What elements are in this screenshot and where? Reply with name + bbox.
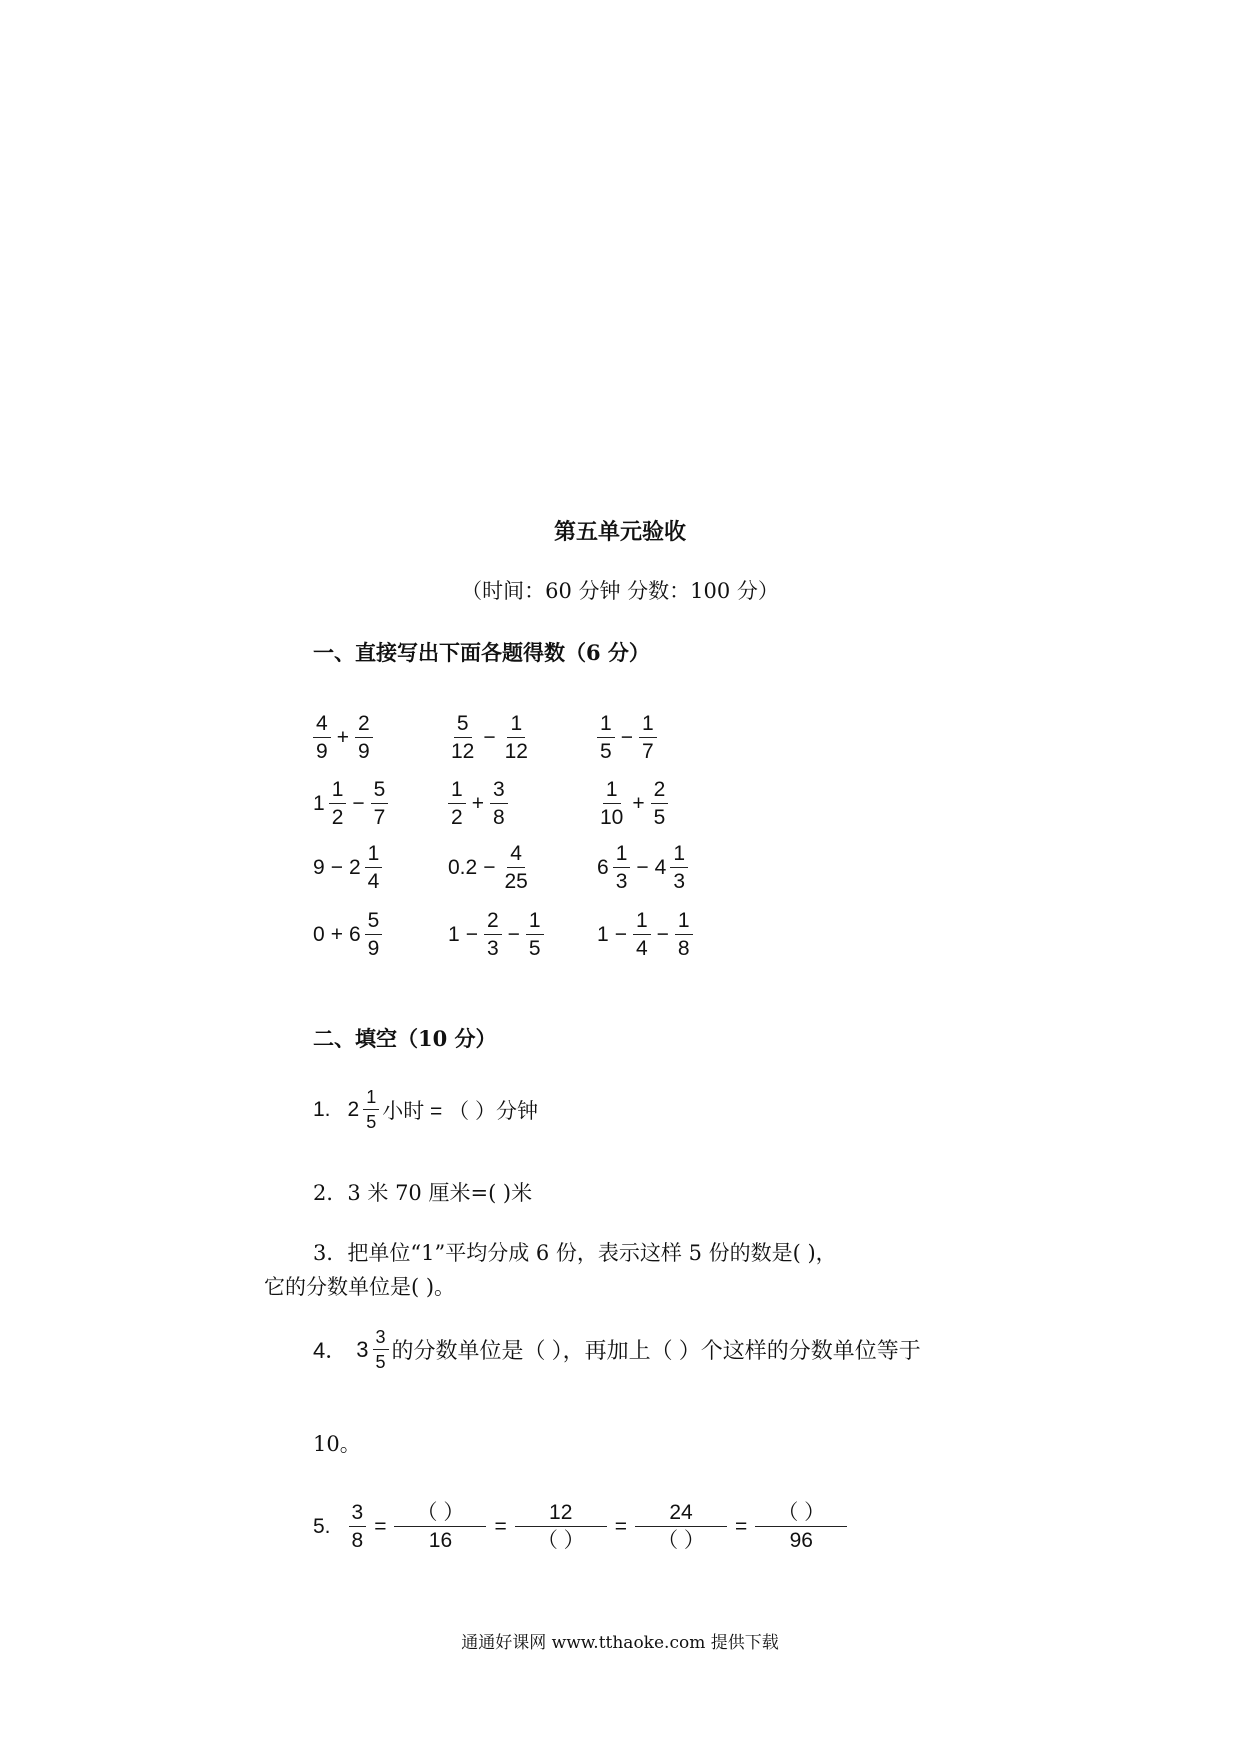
denominator: 96 [789, 1529, 813, 1552]
fraction [355, 713, 373, 762]
fraction [363, 1088, 379, 1131]
equals-sign: = [735, 1514, 748, 1538]
denominator: 5 [528, 937, 541, 960]
numerator: 12 [515, 1502, 607, 1527]
question-text: 小时 = （ ）分钟 [382, 1099, 538, 1123]
denominator: 10 [600, 806, 624, 829]
fraction [502, 713, 531, 762]
mixed-whole: 2 [348, 855, 361, 879]
calculation-problem [597, 779, 668, 828]
question-2: 2．3 米 70 厘米=( )米 [313, 1181, 533, 1205]
denominator: 4 [367, 870, 380, 893]
operator: − [620, 725, 633, 749]
fraction [501, 843, 530, 892]
numerator: 1 [633, 910, 651, 935]
fraction [635, 1502, 727, 1551]
numerator: 2 [484, 910, 502, 935]
calculation-problem [597, 713, 657, 762]
numerator: 1 [597, 713, 615, 738]
operator: + [336, 725, 349, 749]
numerator: 2 [651, 779, 669, 804]
fraction [597, 713, 615, 762]
calculation-problem [313, 713, 373, 762]
fraction [613, 843, 631, 892]
mixed-whole: 4 [654, 855, 667, 879]
numerator: 3 [373, 1328, 389, 1350]
fraction [639, 713, 657, 762]
numerator: 3 [349, 1502, 367, 1527]
denominator: 25 [504, 870, 528, 893]
question-4 [313, 1328, 921, 1371]
numerator-blank: （ ） [394, 1502, 486, 1527]
number: 1 [448, 922, 460, 946]
fraction [526, 910, 544, 959]
numerator: 4 [507, 843, 525, 868]
numerator: 1 [448, 779, 466, 804]
operator: − [483, 725, 496, 749]
fraction [371, 779, 389, 828]
fraction [675, 910, 693, 959]
number: 1 [597, 922, 609, 946]
question-4-continuation: 10。 [313, 1432, 361, 1456]
operator: + [471, 791, 484, 815]
operator: − [483, 855, 496, 879]
numerator: 1 [613, 843, 631, 868]
fraction [490, 779, 508, 828]
numerator: 1 [639, 713, 657, 738]
mixed-whole: 6 [597, 855, 609, 879]
fraction [448, 713, 477, 762]
calculation-problem [313, 843, 382, 892]
number: 0 [313, 922, 325, 946]
numerator: 4 [313, 713, 331, 738]
numerator: 1 [675, 910, 693, 935]
fraction [755, 1502, 847, 1551]
denominator: 9 [367, 937, 380, 960]
fraction [365, 910, 383, 959]
denominator: 9 [316, 740, 328, 763]
operator: − [614, 922, 627, 946]
operator: − [330, 855, 343, 879]
denominator: 4 [635, 937, 648, 960]
question-3-line1: 3．把单位“1”平均分成 6 份，表示这样 5 份的数是( )， [313, 1241, 837, 1265]
calculation-problem [448, 843, 531, 892]
numerator: 3 [490, 779, 508, 804]
fraction [373, 1328, 389, 1371]
denominator: 5 [653, 806, 666, 829]
fraction [365, 843, 383, 892]
numerator-blank: （ ） [755, 1502, 847, 1527]
question-5 [313, 1502, 847, 1551]
question-3-line2: 它的分数单位是( )。 [264, 1275, 456, 1299]
numerator: 24 [635, 1502, 727, 1527]
equals-sign: = [374, 1514, 387, 1538]
denominator: 2 [451, 806, 463, 829]
numerator: 1 [670, 843, 688, 868]
denominator-blank: （ ） [536, 1529, 585, 1552]
mixed-whole: 6 [348, 922, 361, 946]
calculation-problem [448, 779, 508, 828]
denominator: 5 [366, 1112, 377, 1132]
fraction [394, 1502, 486, 1551]
fraction [448, 779, 466, 828]
operator: + [330, 922, 343, 946]
question-number: 5. [313, 1514, 331, 1538]
calculation-problem [448, 910, 544, 959]
numerator: 5 [454, 713, 472, 738]
numerator: 1 [507, 713, 525, 738]
operator: + [632, 791, 645, 815]
number: 9 [313, 855, 325, 879]
operator: − [507, 922, 520, 946]
denominator: 16 [428, 1529, 453, 1552]
denominator: 12 [451, 740, 475, 763]
denominator-blank: （ ） [657, 1529, 705, 1552]
denominator: 8 [492, 806, 505, 829]
fraction [329, 779, 347, 828]
fraction [597, 779, 626, 828]
denominator: 5 [600, 740, 612, 763]
fraction [651, 779, 669, 828]
calculation-problem [597, 910, 693, 959]
question-text: 的分数单位是（ ），再加上（ ）个这样的分数单位等于 [391, 1338, 921, 1363]
denominator: 3 [486, 937, 499, 960]
denominator: 3 [615, 870, 628, 893]
numerator: 2 [355, 713, 373, 738]
denominator: 2 [331, 806, 344, 829]
numerator: 5 [371, 779, 389, 804]
exam-info: （时间：60 分钟 分数：100 分） [461, 579, 779, 603]
denominator: 8 [351, 1529, 364, 1552]
equals-sign: = [614, 1514, 627, 1538]
fraction [515, 1502, 607, 1551]
numerator: 1 [603, 779, 621, 804]
operator: − [465, 922, 478, 946]
mixed-whole: 2 [347, 1097, 360, 1121]
denominator: 8 [677, 937, 690, 960]
calculation-problem [448, 713, 531, 762]
denominator: 9 [357, 740, 370, 763]
question-number: 4． [313, 1338, 348, 1363]
denominator: 7 [641, 740, 654, 763]
denominator: 12 [504, 740, 528, 763]
fraction [349, 1502, 367, 1551]
numerator: 5 [365, 910, 383, 935]
calculation-problem [313, 910, 382, 959]
mixed-whole: 1 [313, 791, 325, 815]
question-1 [313, 1088, 538, 1131]
operator: − [352, 791, 365, 815]
operator: − [656, 922, 669, 946]
denominator: 5 [375, 1352, 386, 1372]
number: 0.2 [448, 855, 478, 879]
question-number: 1. [313, 1097, 331, 1121]
fraction [313, 713, 331, 762]
section1-heading: 一、直接写出下面各题得数（6 分） [313, 640, 650, 665]
fraction [633, 910, 651, 959]
equals-sign: = [494, 1514, 507, 1538]
calculation-problem [597, 843, 688, 892]
denominator: 7 [373, 806, 386, 829]
numerator: 1 [526, 910, 544, 935]
numerator: 1 [329, 779, 347, 804]
section2-heading: 二、填空（10 分） [313, 1026, 497, 1051]
operator: − [636, 855, 649, 879]
page-title: 第五单元验收 [553, 519, 686, 545]
numerator: 1 [363, 1088, 379, 1110]
mixed-whole: 3 [356, 1336, 369, 1362]
numerator: 1 [365, 843, 383, 868]
page-footer: 通通好课网 www.tthaoke.com 提供下载 [461, 1633, 779, 1653]
fraction [484, 910, 502, 959]
fraction [670, 843, 688, 892]
calculation-problem [313, 779, 388, 828]
denominator: 3 [673, 870, 686, 893]
